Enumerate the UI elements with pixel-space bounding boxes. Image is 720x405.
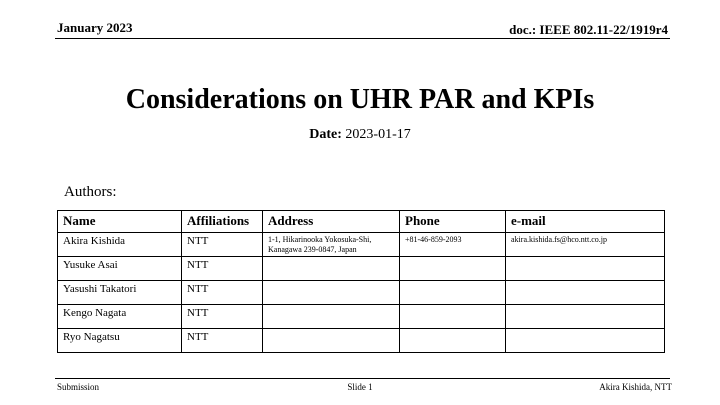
author-address [263,281,400,305]
table-row [58,233,665,257]
author-name: Yasushi Takatori [58,281,182,305]
author-address [263,257,400,281]
author-email [506,257,665,281]
author-name: Yusuke Asai [58,257,182,281]
author-email: akira.kishida.fs@hco.ntt.co.jp [506,233,665,257]
footer-author: Akira Kishida, NTT [599,382,672,392]
author-phone [400,281,506,305]
author-affiliation: NTT [182,233,263,257]
table-row [58,305,665,329]
author-name: Ryo Nagatsu [58,329,182,353]
table-row [58,329,665,353]
column-header-phone: Phone [400,211,506,233]
author-affiliation: NTT [182,305,263,329]
author-phone [400,329,506,353]
author-address: 1-1, Hikarinooka Yokosuka-Shi, Kanagawa 239-0847, Japan [263,233,400,257]
footer-divider [55,378,670,379]
author-address [263,305,400,329]
authors-table [57,210,665,353]
footer-submission: Submission [57,382,100,392]
header-divider [55,38,670,39]
table-row [58,281,665,305]
author-address [263,329,400,353]
slide-title: Considerations on UHR PAR and KPIs [125,84,595,115]
author-name: Akira Kishida [58,233,182,257]
date-value: 2023-01-17 [345,127,411,142]
author-affiliation: NTT [182,257,263,281]
column-header-email: e-mail [506,211,665,233]
author-affiliation: NTT [182,329,263,353]
date-label: Date: [309,127,342,142]
date-line [0,126,720,144]
footer-slide-number: Slide 1 [347,382,373,392]
author-phone: +81-46-859-2093 [400,233,506,257]
author-name: Kengo Nagata [58,305,182,329]
table-header-row [58,211,665,233]
author-email [506,305,665,329]
author-email [506,281,665,305]
column-header-name: Name [58,211,182,233]
author-email [506,329,665,353]
column-header-address: Address [263,211,400,233]
table-row [58,257,665,281]
header-date: January 2023 [57,20,133,35]
column-header-affiliations: Affiliations [182,211,263,233]
author-phone [400,305,506,329]
authors-label: Authors: [64,184,117,200]
author-phone [400,257,506,281]
author-affiliation: NTT [182,281,263,305]
header-doc-id: doc.: IEEE 802.11-22/1919r4 [509,22,668,37]
